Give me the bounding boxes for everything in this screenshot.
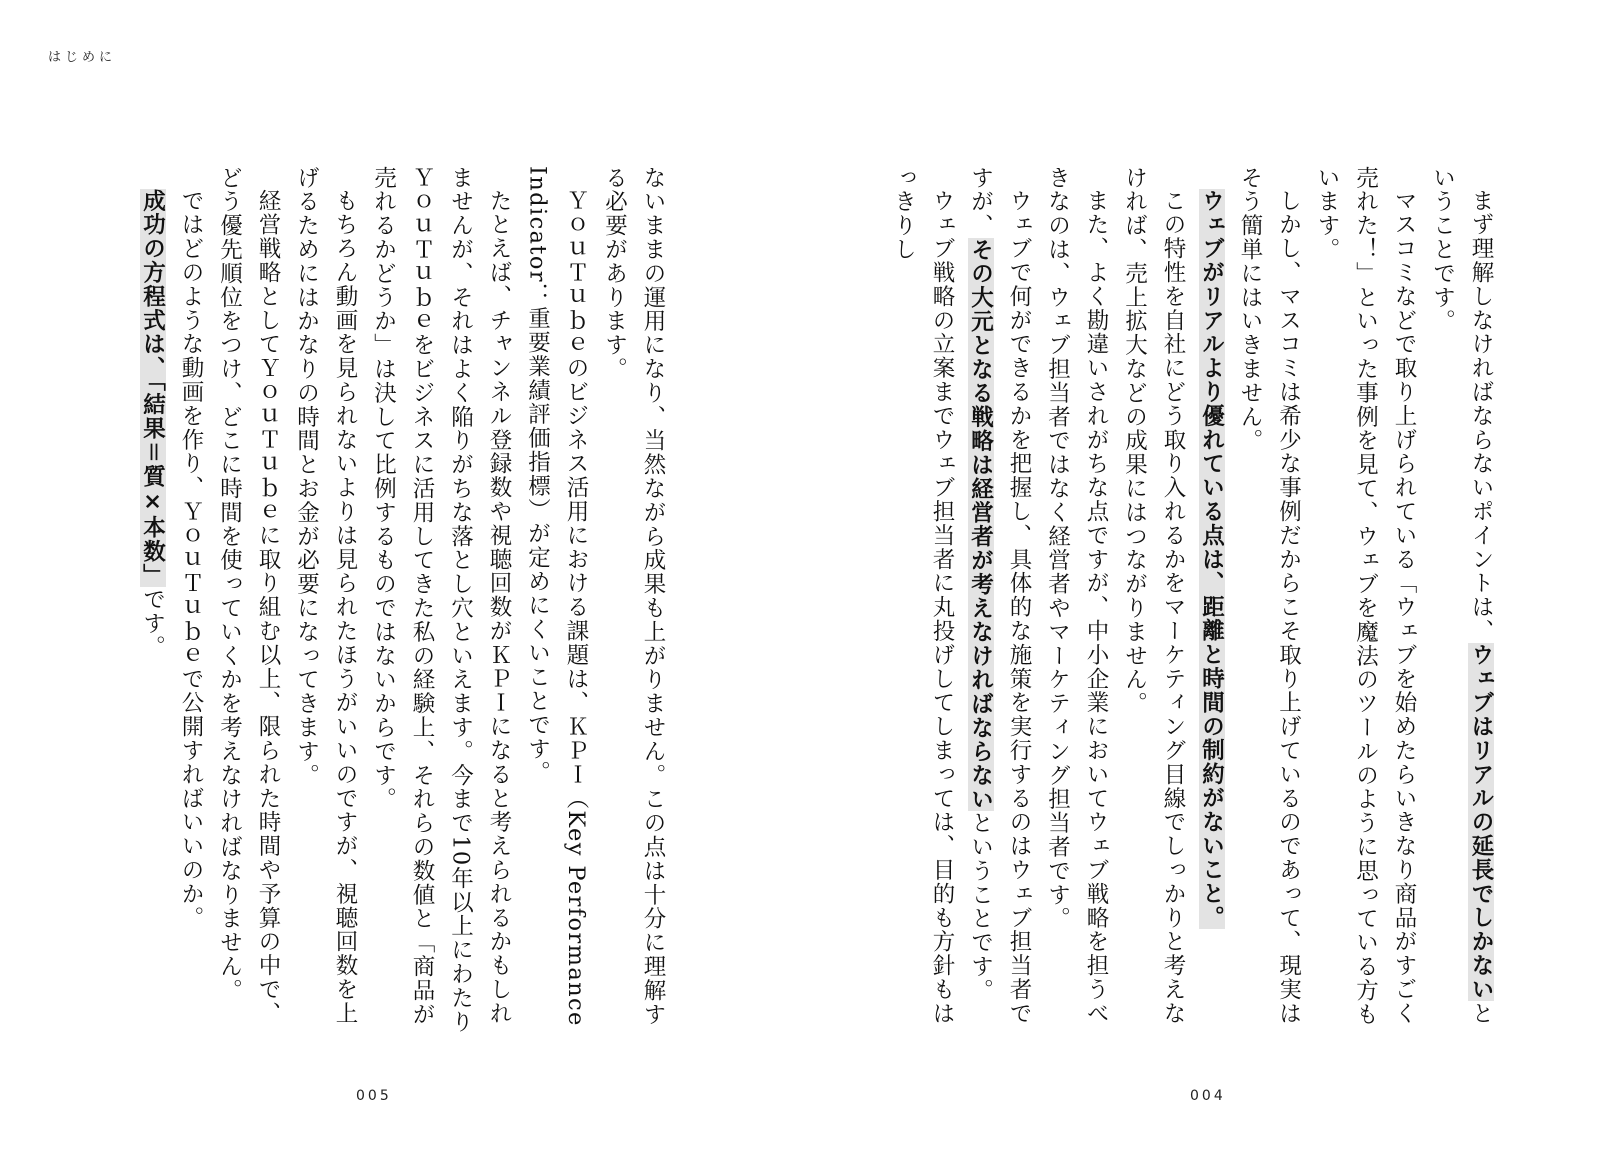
highlight-text: ウェブがリアルより優れている点は、 bbox=[1198, 188, 1225, 595]
right-page-body bbox=[890, 166, 1500, 1046]
highlight-text: 距離と時間の制約がないこと。 bbox=[1198, 594, 1225, 930]
highlight-text: ウェブはリアルの延長でしかない bbox=[1468, 642, 1494, 1002]
paragraph: たとえば、チャンネル登録数や視聴回数がＫＰＩになると考えられるかもしれませんが、それはよく陥りがちな落とし穴といえます。今まで10年以上にわたりＹｏｕＴｕｂｅをビジネスに活用してきた私の経験上、それらの数値と「商品が売れるかどうか」は決して比例するものではないからです。 bbox=[370, 166, 512, 1034]
highlight-text: その大元となる戦略は経営者が考えなければならない bbox=[967, 237, 994, 812]
paragraph bbox=[1192, 166, 1231, 1046]
highlight-text: 成功の方程式は、「結果＝質×本数」 bbox=[139, 188, 166, 588]
paragraph: ではどのような動画を作り、ＹｏｕＴｕｂｅで公開すればいいのか。 bbox=[178, 188, 204, 930]
paragraph: ＹｏｕＴｕｂｅのビジネス活用における課題は、ＫＰＩ（Key Performance Indicator：重要業績評価指標）が定めにくいことです。 bbox=[524, 166, 589, 1027]
paragraph: しかし、マスコミは希少な事例だからこそ取り上げているのであって、現実はそう簡単にはいきません。 bbox=[1237, 166, 1302, 1025]
paragraph: ウェブ戦略の立案までウェブ担当者に丸投げしてしまっては、目的も方針もはっきりし bbox=[890, 166, 955, 1025]
paragraph: まず理解しなければならないポイントは、ウェブはリアルの延長でしかないということです。 bbox=[1429, 166, 1494, 1026]
paragraph: マスコミなどで取り上げられている「ウェブを始めたらいきなり商品がすごく売れた！」といった事例を見て、ウェブを魔法のツールのように思っている方もいます。 bbox=[1314, 166, 1417, 1027]
paragraph: 経営戦略としてＹｏｕＴｕｂｅに取り組む以上、限られた時間や予算の中で、どう優先順位をつけ、どこに時間を使っていくかを考えなければなりません。 bbox=[216, 166, 281, 1025]
left-page-body bbox=[82, 166, 672, 1046]
page-number-left: 005 bbox=[356, 1088, 392, 1104]
paragraph: もちろん動画を見られないよりは見られたほうがいいのですが、視聴回数を上げるためにはかなりの時間とお金が必要になってきます。 bbox=[293, 166, 358, 1025]
page-number-right: 004 bbox=[1190, 1088, 1226, 1104]
running-head: はじめに bbox=[48, 50, 117, 65]
paragraph: ウェブで何ができるかを把握し、具体的な施策を実行するのはウェブ担当者ですが、その大元となる戦略は経営者が考えなければならないということです。 bbox=[967, 166, 1032, 1025]
paragraph: 成功の方程式は、「結果＝質×本数」です。 bbox=[139, 188, 166, 659]
paragraph: この特性を自社にどう取り入れるかをマーケティング目線でしっかりと考えなければ、売上拡大などの成果にはつながりません。 bbox=[1121, 166, 1186, 1025]
paragraph: ないままの運用になり、当然ながら成果も上がりません。この点は十分に理解する必要があります。 bbox=[601, 166, 666, 1027]
paragraph: また、よく勘違いされがちな点ですが、中小企業においてウェブ戦略を担うべきなのは、ウェブ担当者ではなく経営者やマーケティング担当者です。 bbox=[1044, 166, 1109, 1025]
